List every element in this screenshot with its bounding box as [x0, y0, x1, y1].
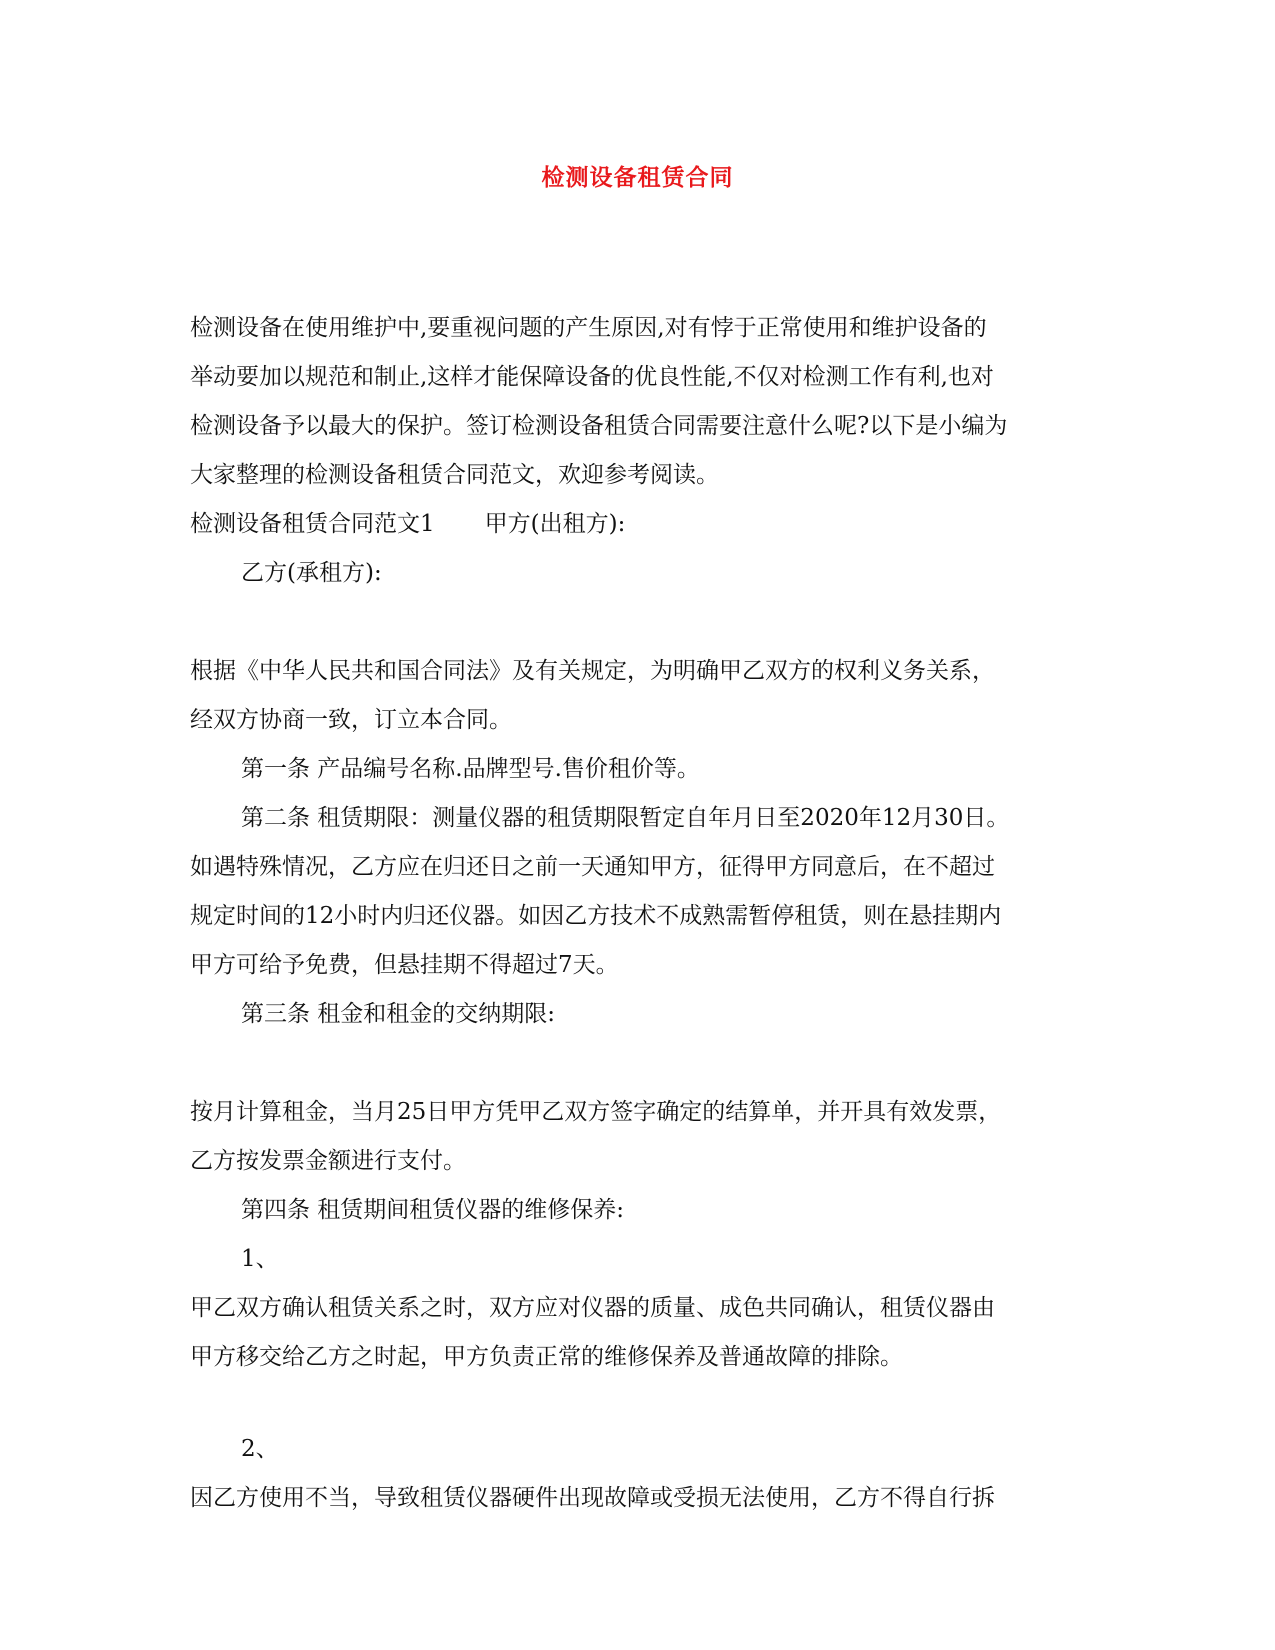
- item-2-line-1: 因乙方使用不当，导致租赁仪器硬件出现故障或受损无法使用，乙方不得自行拆: [190, 1485, 995, 1511]
- intro-line-2: 举动要加以规范和制止,这样才能保障设备的优良性能,不仅对检测工作有利,也对: [190, 364, 994, 390]
- article-2-line-3: 规定时间的12小时内归还仪器。如因乙方技术不成熟需暂停租赁，则在悬挂期内: [190, 903, 1002, 929]
- intro-line-1: 检测设备在使用维护中,要重视问题的产生原因,对有悖于正常使用和维护设备的: [190, 315, 987, 341]
- article-4: 第四条 租赁期间租赁仪器的维修保养:: [241, 1197, 625, 1223]
- article-2-line-2: 如遇特殊情况，乙方应在归还日之前一天通知甲方，征得甲方同意后，在不超过: [190, 854, 995, 880]
- blank-line: [190, 1039, 1070, 1088]
- party-a-label: 甲方(出租方):: [484, 511, 626, 537]
- basis-line-2: 经双方协商一致，订立本合同。: [190, 707, 512, 733]
- basis-line-1: 根据《中华人民共和国合同法》及有关规定，为明确甲乙双方的权利义务关系，: [190, 658, 995, 684]
- sample-heading-line: [190, 500, 1070, 549]
- article-2-line-4: 甲方可给予免费，但悬挂期不得超过7天。: [190, 952, 619, 978]
- intro-line-3: 检测设备予以最大的保护。签订检测设备租赁合同需要注意什么呢?以下是小编为: [190, 413, 1008, 439]
- article-1: 第一条 产品编号名称.品牌型号.售价租价等。: [241, 756, 700, 782]
- item-1-number: 1、: [241, 1246, 279, 1272]
- item-1-line-2: 甲方移交给乙方之时起，甲方负责正常的维修保养及普通故障的排除。: [190, 1344, 903, 1370]
- intro-line-4: 大家整理的检测设备租赁合同范文，欢迎参考阅读。: [190, 462, 719, 488]
- article-3: 第三条 租金和租金的交纳期限:: [241, 1001, 556, 1027]
- sample-heading: 检测设备租赁合同范文1: [190, 511, 435, 537]
- item-1-line-1: 甲乙双方确认租赁关系之时，双方应对仪器的质量、成色共同确认，租赁仪器由: [190, 1295, 995, 1321]
- document-body: [190, 304, 1070, 1523]
- rent-line-1: 按月计算租金，当月25日甲方凭甲乙双方签字确定的结算单，并开具有效发票，: [190, 1099, 1002, 1125]
- blank-line: [190, 1382, 1070, 1425]
- item-2-number: 2、: [241, 1436, 279, 1462]
- document-title: 检测设备租赁合同: [541, 164, 734, 191]
- rent-line-2: 乙方按发票金额进行支付。: [190, 1148, 466, 1174]
- article-2-line-1: 第二条 租赁期限：测量仪器的租赁期限暂定自年月日至2020年12月30日。: [241, 805, 1010, 831]
- blank-line: [190, 598, 1070, 647]
- party-b-label: 乙方(承租方):: [241, 560, 382, 586]
